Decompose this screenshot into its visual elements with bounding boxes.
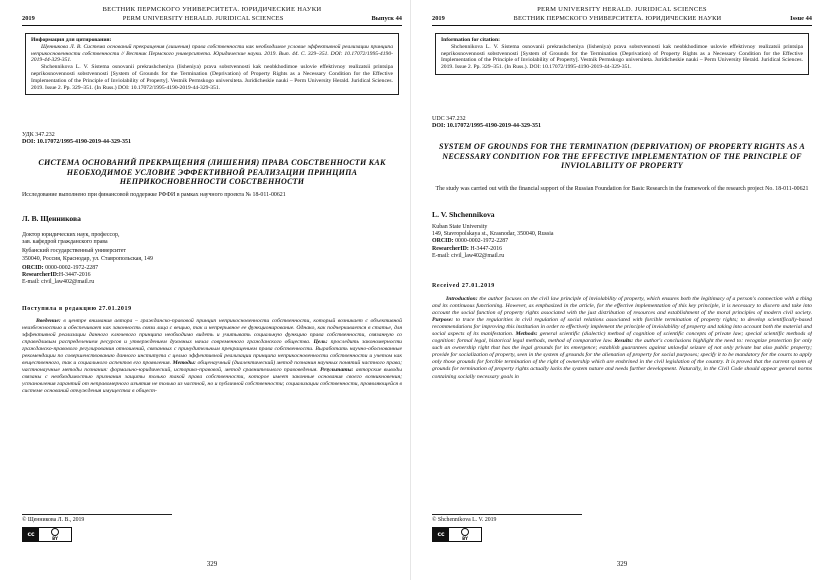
researcher-line <box>432 246 812 253</box>
abstract <box>432 296 812 508</box>
affiliation-line: Кубанский государственный университет <box>22 248 126 255</box>
orcid-line <box>22 265 402 272</box>
purpose-text: проследить закономерности гражданско-правового регулирования отношений, связанных с принудительным прекращением права собственности. Выработать научно-обоснованные рекомендации по совершенствованию данного института с целью эффективной реализации принципа неприкосновенности собственности и учетом как вещественного, так и социального аспектов его проявления. <box>22 339 402 367</box>
person-icon <box>461 528 469 536</box>
author-name: L. V. Shchennikova <box>432 210 495 219</box>
cc-icon: cc <box>433 528 449 541</box>
page-number: 329 <box>206 560 218 568</box>
abstract-text <box>22 318 402 396</box>
funding-note: The study was carried out with the financial support of the Russian Foundation for Basic Research in the framework of the research project No. 18-011-00621 <box>435 186 809 192</box>
udc: УДК 347.232 <box>22 132 55 138</box>
citation-box <box>25 33 399 95</box>
methods-label: Methods: <box>515 331 538 338</box>
header-center: ВЕСТНИК ПЕРМСКОГО УНИВЕРСИТЕТА. ЮРИДИЧЕСКИЕ НАУКИ <box>513 15 722 22</box>
journal-title: ВЕСТНИК ПЕРМСКОГО УНИВЕРСИТЕТА. ЮРИДИЧЕСКИЕ НАУКИ <box>102 6 322 13</box>
results-label: Results: <box>614 338 634 345</box>
page-number: 329 <box>616 560 628 568</box>
header-year: 2019 <box>22 15 35 22</box>
affiliation-line: 350040, Россия, Краснодар, ул. Ставропольская, 149 <box>22 255 153 262</box>
article-title: SYSTEM OF GROUNDS FOR THE TERMINATION (DEPRIVATION) OF PROPERTY RIGHTS AS A NECESSARY CONDITION FOR THE EFFECTIVE IMPLEMENTATION OF THE PRINCIPLE OF INVIOLABILITY OF PROPERTY <box>438 142 806 171</box>
purpose-label: Purpose: <box>432 317 454 324</box>
methods-text: general scientific (dialectic) method of cognition of scientific concepts of private law; special scientific methods of cognition: formal legal, historical legal methods, method of comparative law. <box>432 331 812 345</box>
udc-block <box>432 116 812 131</box>
results-text: авторские выводы связаны с необходимостью признания защиты только такой права собственности, которое имеет законные основания своего возникновения; установления гарантий от неправомерного изъятия не только из частной, но и публичной собственности; социализации собственности, проявляющейся в системе оснований отчуждения имущества в общест- <box>22 367 402 395</box>
author-affiliation <box>22 232 402 286</box>
header-center: PERM UNIVERSITY HERALD. JURIDICAL SCIENCES <box>122 15 284 22</box>
affiliation-line: зав. кафедрой гражданского права <box>22 239 108 246</box>
copyright-block <box>432 514 812 542</box>
left-page <box>22 0 402 580</box>
orcid-line <box>432 238 812 245</box>
purpose-text: to trace the regularities in civil regulation of social relations associated with forcible termination of property rights; to develop scientifically-based recommendations for improving this institution in order to effectively implement the principle of inviolability of property and taking into account both the material and social aspects of its manifestation. <box>432 317 812 338</box>
header-issue: Выпуск 44 <box>371 15 402 22</box>
citation-box <box>435 33 809 75</box>
running-header <box>432 14 812 26</box>
researcher-value: H-3447-2016 <box>470 245 503 252</box>
citation-title: Information for citation: <box>441 37 500 43</box>
article-title: СИСТЕМА ОСНОВАНИЙ ПРЕКРАЩЕНИЯ (ЛИШЕНИЯ) ПРАВА СОБСТВЕННОСТИ КАК НЕОБХОДИМОЕ УСЛОВИЕ ЭФФЕКТИВНОЙ РЕАЛИЗАЦИИ ПРИНЦИПА НЕПРИКОСНОВЕННОСТИ СОБСТВЕННОСТИ <box>38 158 386 187</box>
researcher-line <box>22 272 402 279</box>
header-year: 2019 <box>432 15 445 22</box>
header-issue: Issue 44 <box>790 15 812 22</box>
cc-license-badge <box>432 527 482 542</box>
citation-en: Shchennikova L. V. Sistema osnovanii prekrashcheniya (lisheniya) prava sobstvennosti kak neobkhodimoe uslovie effektivnoy realizatsii printsipa neprikosnovennosti sobstvennosti [System of Grounds for the Termination (Deprivation) of Property Rights as a Necessary Condition for the Effective Implementation of the Principle of Inviolability of Property]. Vestnik Permskogo universiteta. Juridicheskie nauki – Perm University Herald. Juridical Sciences. 2019. Issue 2. Pp. 329–351. (In Russ.). DOI: 10.17072/1995-4190-2019-44-329-351. <box>441 43 803 71</box>
copyright-block <box>22 514 402 542</box>
researcher-label: ResearcherID: <box>22 272 59 279</box>
by-label: BY <box>52 536 58 541</box>
author-name: Л. В. Щенникова <box>22 214 81 223</box>
cc-license-badge <box>22 527 72 542</box>
right-page <box>432 0 812 580</box>
cc-icon: cc <box>23 528 39 541</box>
citation-en: Shchennikova L. V. Sistema osnovanii prekrashcheniya (lisheniya) prava sobstvennosti kak neobkhodimoe uslovie effektivnoy realizatsii printsipa neprikosnovennosti sobstvennosti [System of Grounds for the Termination (Deprivation) of Property Rights as a Necessary Condition for the Effective Implementation of the Principle of Inviolability of Property]. Vestnik Permskogo universiteta. Juridicheskie nauki – Perm University Herald. Juridical Sciences. 2019. Issue 2. Pp. 329–351. (In Russ.) DOI: 10.17072/1995-4190-2019-44-329-351. <box>31 64 393 91</box>
received-date: Received 27.01.2019 <box>432 283 495 289</box>
running-header <box>22 14 402 26</box>
results-label: Результаты: <box>320 367 354 374</box>
affiliation-line: Доктор юридических наук, профессор, <box>22 232 120 238</box>
footnote-rule <box>432 514 582 515</box>
methods-text: общенаучный (диалектический) метод познания научных понятий частного права; частнонаучные методы познания: формально-юридический, историко-правовой, метод сравнительного правоведения. <box>22 360 402 374</box>
abstract-text <box>432 296 812 381</box>
methods-label: Методы: <box>172 360 196 367</box>
intro-text: в центре внимания автора – гражданско-правовой принцип неприкосновенности собственности, который возникает с объективной неизбежностью и обеспечивает как законность связи лица с вещью, так и непрерывное ее функционирование. Однако, как подчеркивается в статье, для эффективной реализации данного ключевого принципа необходимо видеть и учитывать социальную функцию права собственности, связанную со справедливым распределением ресурсов и утверждением духовных начал современного гражданского общества. <box>22 318 402 346</box>
email[interactable]: E-mail: civil_law402@mail.ru <box>22 279 95 286</box>
by-label: BY <box>462 536 468 541</box>
intro-text: the author focuses on the civil law principle of inviolability of property, which ensures both the legitimacy of a person's connection with a thing and its continuous functioning. However, as emphasized in the article, for the effective implementation of this key principle, it is necessary to discern and take into account the social function of property rights associated with the just distribution of resources and establishment of the moral principles of modern civil society. <box>432 296 812 317</box>
citation-ru: Щенникова Л. В. Система оснований прекращения (лишения) права собственности как необходимое условие эффективной реализации принципа неприкосновенности собственности // Вестник Пермского университета. Юридические науки. 2019. Вып. 44. C. 329–351. DOI: 10.17072/1995-4190-2019-44-329-351. <box>31 43 393 64</box>
orcid-label: ORCID: <box>432 238 454 245</box>
doi: DOI: 10.17072/1995-4190-2019-44-329-351 <box>432 123 541 130</box>
copyright: © Shchennikova L. V. 2019 <box>432 517 497 523</box>
orcid-value: 0000-0002-1972-2287 <box>455 238 509 245</box>
email[interactable]: E-mail: civil_law402@mail.ru <box>432 252 505 259</box>
author-affiliation <box>432 224 812 260</box>
affiliation-line: 149, Stavropolskaya st., Krasnodar, 350040, Russia <box>432 231 554 238</box>
researcher-value: H-3447-2016 <box>58 272 91 279</box>
affiliation-line: Kuban State University <box>432 224 488 230</box>
intro-label: Введение: <box>36 318 61 324</box>
orcid-label: ORCID: <box>22 264 44 271</box>
journal-title: PERM UNIVERSITY HERALD. JURIDICAL SCIENCES <box>537 6 707 13</box>
udc-block <box>22 132 402 147</box>
person-icon <box>51 528 59 536</box>
copyright: © Щенникова Л. В., 2019 <box>22 517 85 523</box>
results-text: the author's conclusions highlight the need to: recognize protection for only such an ownership right that has the legal grounds for its emergence; establish guarantees against unlawful seizure of not only private but also public property; provide for socialization of property, seen in the system of grounds for the alienation of property for social purposes; specify it to be mandatory for the courts to apply only those grounds for forcible termination of the right of ownership which are enshrined in the civil legislation of the country. It is proved that the current system of grounds for termination of property rights actually lacks the system nature and needs further development. Naturally, in the Civil Code should appear general norms containing socially necessary goals in <box>432 338 812 380</box>
footnote-rule <box>22 514 172 515</box>
abstract <box>22 318 402 508</box>
funding-note: Исследование выполнено при финансовой поддержке РФФИ в рамках научного проекта № 18-011-00621 <box>22 192 286 198</box>
received-date: Поступила в редакцию 27.01.2019 <box>22 306 132 312</box>
orcid-value: 0000-0002-1972-2287 <box>45 264 99 271</box>
page-spine <box>410 0 411 580</box>
citation-title: Информация для цитирования: <box>31 37 112 43</box>
purpose-label: Цель: <box>313 339 328 346</box>
by-icon <box>39 528 71 541</box>
doi: DOI: 10.17072/1995-4190-2019-44-329-351 <box>22 139 131 146</box>
researcher-label: ResearcherID: <box>432 245 469 252</box>
udc: UDC 347.232 <box>432 116 466 122</box>
by-icon <box>449 528 481 541</box>
intro-label: Introduction: <box>446 296 478 302</box>
